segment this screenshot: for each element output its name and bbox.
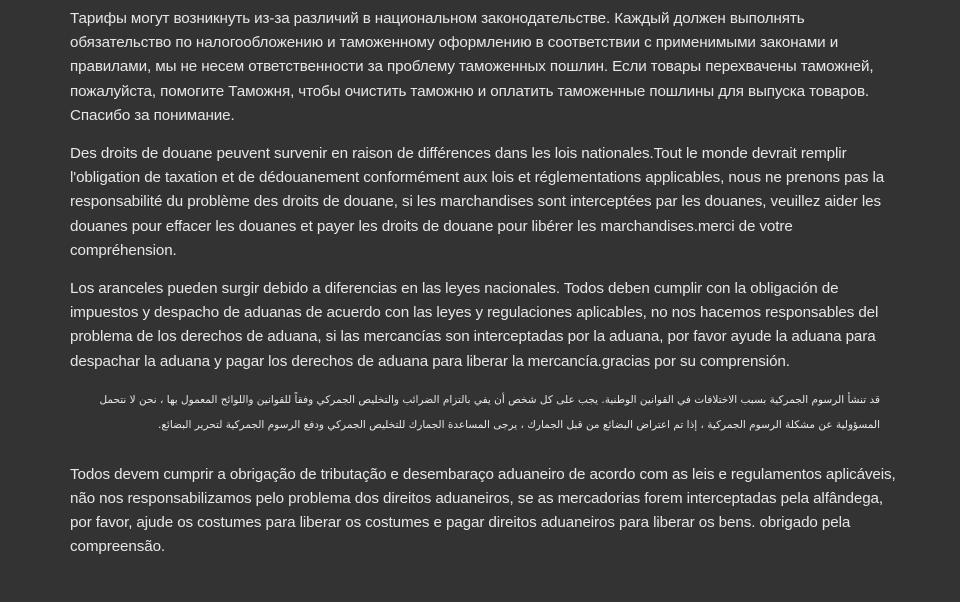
paragraph-russian: Тарифы могут возникнуть из-за различий в национальном законодательстве. Каждый должен выполнять обязательство по налогообложению и таможенному оформлению в соответствии с применимыми законами и правилами, мы не несем ответственности за проблему таможенных пошлин. Если товары перехвачены таможней, пожалуйста, помогите Таможня, чтобы очистить таможню и оплатить таможенные пошлины для выпуска товаров. Спасибо за понимание. [70, 10, 874, 124]
paragraph-portuguese: Todos devem cumprir a obrigação de tributação e desembaraço aduaneiro de acordo com as leis e regulamentos aplicáveis, não nos responsabilizamos pelo problema dos direitos aduaneiros, se as mercadorias forem interceptadas pela alfândega, por favor, ajude os costumes para liberar os costumes e pagar direitos aduaneiros para liberar os bens. obrigado pela compreensão. [70, 465, 896, 556]
customs-notice [70, 7, 900, 574]
paragraph-french: Des droits de douane peuvent survenir en raison de différences dans les lois nationales.Tout le monde devrait remplir l'obligation de taxation et de dédouanement conformément aux lois et réglementations applicables, nous ne prenons pas la responsabilité du problème des droits de douane, si les marchandises sont interceptées par les douanes, veuillez aider les douanes pour effacer les douanes et payer les droits de douane pour libérer les marchandises.merci de votre compréhension. [70, 145, 885, 259]
paragraph-arabic: قد تنشأ الرسوم الجمركية بسبب الاختلافات في القوانين الوطنية. يجب على كل شخص أن يفي بالتزام الضرائب والتخليص الجمركي وفقاً للقوانين واللوائح المعمول بها ، نحن لا نتحمل المسؤولية عن مشكلة الرسوم الجمركية ، إذا تم اعتراض البضائع من قبل الجمارك ، يرجى المساعدة الجمارك للتخليص الجمركي ودفع الرسوم الجمركية لتحرير البضائع. [99, 393, 880, 431]
paragraph-spanish: Los aranceles pueden surgir debido a diferencias en las leyes nacionales. Todos deben cumplir con la obligación de impuestos y despacho de aduanas de acuerdo con las leyes y regulaciones aplicables, no nos hacemos responsables del problema de los derechos de aduana, si las mercancías son interceptadas por la aduana, por favor ayude la aduana para despachar la aduana y pagar los derechos de aduana para liberar la mercancía.gracias por su comprensión. [70, 280, 879, 370]
